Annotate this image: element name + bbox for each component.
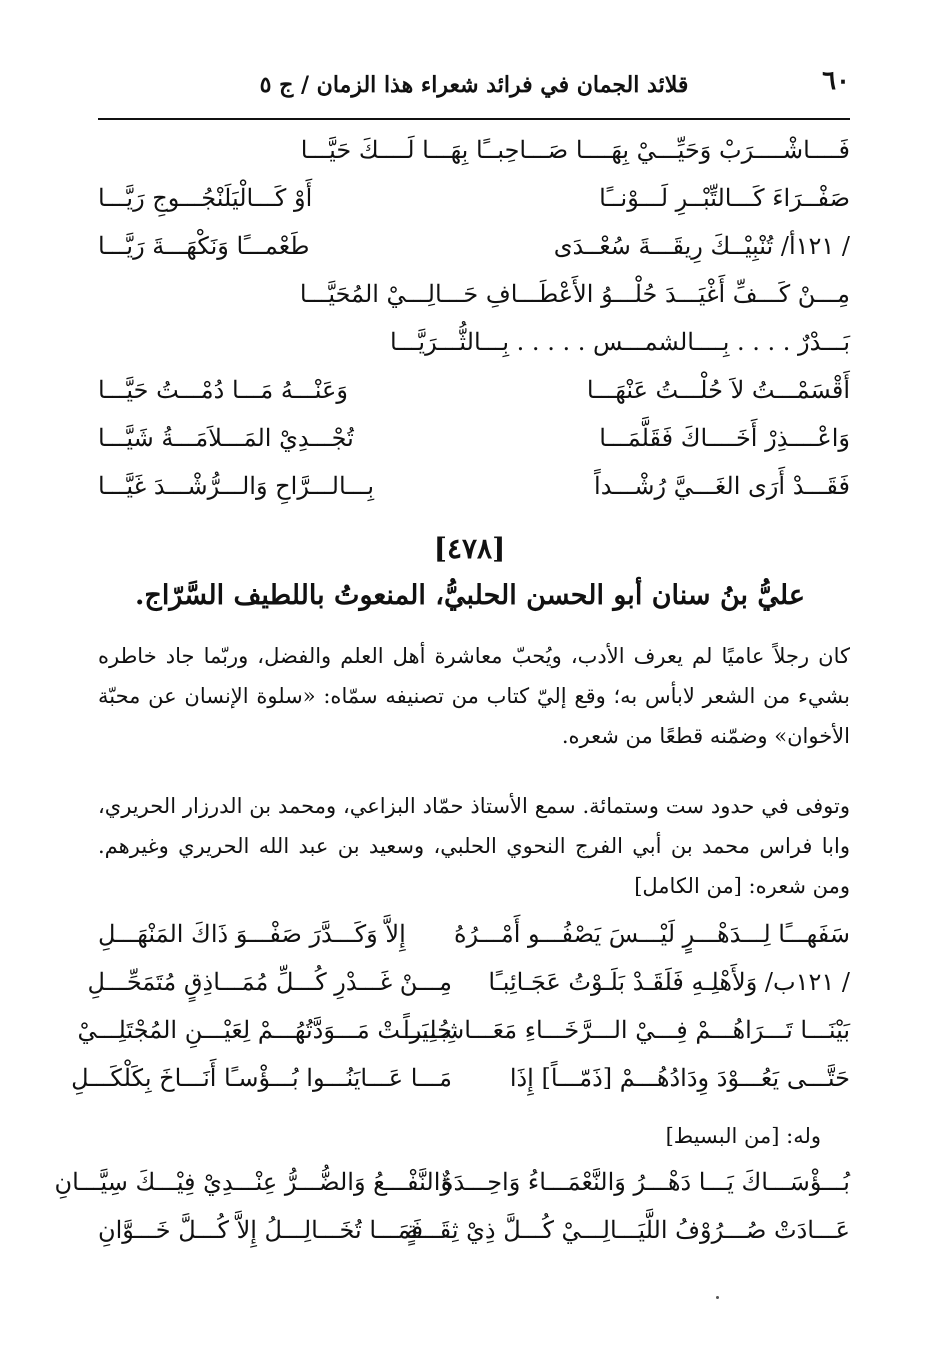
paragraph-text: وتوفى في حدود ست وستمائة. سمع الأستاذ حمّاد البزاعي، ومحمد بن الدرزار الحريري، وابا فراس محمد بن أبي الفرج النحوي الحلبي، وسعيد بن عبد الله الحريري وغيرهم. ومن شعره: [من الكامل]	[98, 794, 850, 898]
header-divider	[98, 118, 850, 120]
poem-continued	[98, 128, 850, 512]
verse-hemistich-first: بَيْنَـــا تَـــرَاهُـــمْ فِـــيْ الـــرَّخَـــاءِ مَعَـــاشِـــراً	[403, 1016, 850, 1044]
entry-title: عليُّ بنُ سنان أبو الحسن الحلبيُّ، المنعوتُ باللطيف السَّرّاج.	[135, 580, 805, 611]
verse-hemistich-first: فَقَـــدْ أَرَى الغَـــيَّ رُشْـــداً	[594, 472, 850, 500]
verse-hemistich-first: سَفَهـــًا لِـــدَهْـــرٍ لَيْـــسَ يَصْفُـــو أَمْـــرُهُ	[453, 920, 850, 948]
verse-line	[98, 176, 850, 224]
verse-line	[54, 1160, 850, 1208]
biography-paragraph	[98, 786, 850, 906]
entry-number: [٤٧٨]	[433, 532, 506, 565]
running-title: قلائد الجمان في فرائد شعراء هذا الزمان / ج ٥	[259, 72, 689, 98]
verse-hemistich-second: وَالنَّفْـــعُ وَالضُّـــرُّ عِنْـــدِيْ فِيْـــكَ سِيَّـــانِ	[54, 1168, 452, 1196]
page-header	[98, 66, 850, 106]
verse-hemistich-first: صَفْــرَاءَ كَـــالتِّبْــرِ لَـــوْنــًا	[599, 184, 850, 212]
verse-line	[98, 272, 850, 320]
verse-line	[98, 368, 850, 416]
verse-hemistich-first: / ١٢١أ/ تُنْبِيْــكَ رِيقَـــةَ سُعْــدَى	[553, 232, 850, 260]
verse-hemistich-first: حَتَّـــى يَعُـــوْدَ وِدَادُهُـــمْ [ذَمّـــاً] إِذَا	[509, 1064, 850, 1092]
verse-hemistich-second: طَعْمـــًا وَنَكْهَـــةَ رَيَّـــا	[98, 232, 310, 260]
verse-hemistich-first: وَاعْــــذِرْ أَخَــــاكَ فَقَلَّمَـــا	[599, 424, 850, 452]
verse-line	[98, 320, 850, 368]
verse-hemistich-second: وَعَنْـــهُ مَـــا دُمْـــتُ حَيَّـــا	[98, 376, 348, 404]
paragraph-text: كان رجلاً عاميًا لم يعرف الأدب، ويُحبّ معاشرة أهل العلم والفضل، وربّما جاد خاطره بشيء من الشعر لابأس به؛ وقع إليّ كتاب من تصنيفه سمّاه: «سلوة الإنسان عن محبّة الأخوان» وضمّنه قطعًا من شعره.	[98, 644, 850, 748]
verse-hemistich-first: أَقْسَمْـــتُ لاَ حُلْـــتُ عَنْهَـــا	[586, 376, 850, 404]
verse-line	[71, 1056, 850, 1104]
verse-hemistich-first: / ١٢١ب/ وَلأَهْلِـهِ فَلَقَـدْ بَلَـوْتُ عَجَـائِبـًا	[488, 968, 850, 996]
biography-paragraph	[98, 636, 850, 756]
verse-hemistich-second: مَـــا عَـــايَنُـــوا بُـــؤْسـًا أَنَـــاخَ بِكَلْكَـــلِ	[71, 1064, 452, 1092]
verse-full: مِـــنْ كَـــفِّ أَغْيَـــدَ حُلْـــوُ الأَعْطَـــافِ حَـــالِـــيْ المُحَيَّـــا	[299, 280, 850, 308]
verse-hemistich-second: فَمَـــا تُخَـــالِـــلُ إِلاَّ كُـــلَّ خَـــوَّانِ	[98, 1216, 424, 1244]
verse-line	[98, 912, 850, 960]
verse-full: بَـــدْرٌ . . . . بِــــالشمـــس . . . . . بِـــالثُّـــرَيَّـــا	[389, 328, 850, 356]
verse-line	[98, 464, 850, 512]
meter-note: وله: [من البسيط]	[665, 1124, 821, 1148]
verse-line	[98, 224, 850, 272]
verse-line	[77, 1008, 850, 1056]
verse-hemistich-second: جُلِيَـــتْ مَـــوَدَّتُهُـــمْ لِعَيْـــنِ المُجْتَلِـــيْ	[77, 1016, 452, 1044]
verse-hemistich-second: مِـــنْ غَـــدْرِ كُـــلِّ مُمَـــاذِقٍ مُتَمَحِّـــلِ	[87, 968, 452, 996]
verse-hemistich-first: عَـــادَتْ صُـــرُوْفُ اللَّيَـــالِـــيْ كُـــلَّ ذِيْ ثِقَـــةٍ	[405, 1216, 850, 1244]
verse-hemistich-first: بُـــؤْسَـــاكَ يَـــا دَهْـــرُ وَالنَّعْمَـــاءُ وَاحِـــدَةٌ	[440, 1168, 850, 1196]
verse-full: فَــــاشْــــرَبْ وَحَيِّـــيْ بِهَــــا صَـــاحِبــًا بِهَـــا لَــــكَ حَيَّـــا	[300, 136, 850, 164]
verse-line	[98, 416, 850, 464]
stray-dot	[716, 1296, 719, 1299]
verse-hemistich-second: تُجْـــدِيْ المَـــلاَمَـــةُ شَيَّـــا	[98, 424, 354, 452]
poem-basit	[54, 1160, 850, 1256]
page-number: ٦٠	[822, 66, 850, 96]
poem-kamil	[71, 912, 850, 1104]
verse-hemistich-second: بِـــالـــرَّاحِ وَالـــرُّشْـــدَ غَيَّـــا	[98, 472, 375, 500]
verse-line	[87, 960, 850, 1008]
verse-hemistich-second: أَوْ كَـــالْيَلَنْجُـــوجِ رَيَّـــا	[98, 184, 313, 212]
verse-line	[98, 128, 850, 176]
verse-line	[98, 1208, 850, 1256]
verse-hemistich-second: إِلاَّ وَكَـــدَّرَ صَفْـــوَ ذَاكَ المَنْهَـــلِ	[98, 920, 406, 948]
